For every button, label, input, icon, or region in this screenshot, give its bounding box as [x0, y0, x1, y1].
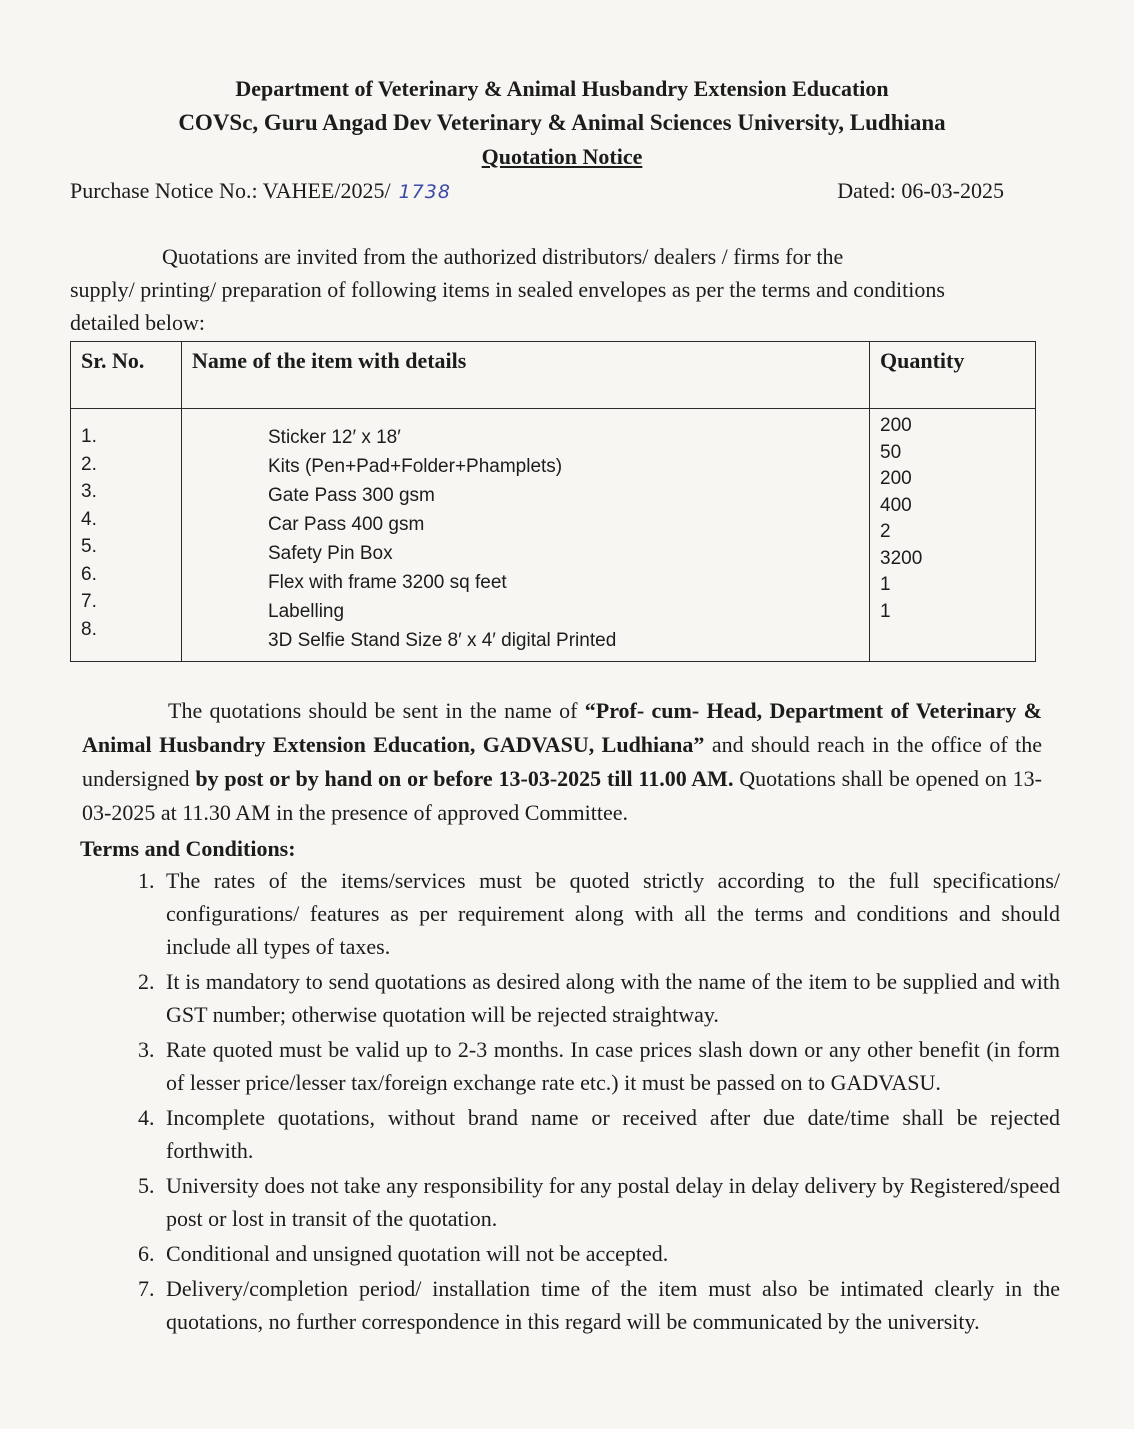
term-item: 1. The rates of the items/services must be quoted strictly according to the full specifications/ configurations/ features as per requirement along with all the terms and conditions and should include all types of taxes. — [160, 864, 1060, 963]
header-quantity: Quantity — [870, 342, 1036, 409]
intro-paragraph — [70, 240, 950, 339]
term-item: 2. It is mandatory to send quotations as desired along with the name of the item to be supplied and with GST number; otherwise quotation will be rejected straightway. — [160, 965, 1060, 1031]
quantity-2: 50 — [880, 441, 902, 463]
items-table — [70, 341, 1036, 662]
sr-no-3: 3. — [81, 481, 97, 502]
sr-no-4: 4. — [81, 508, 97, 530]
term-item: 7. Delivery/completion period/ installation time of the item must also be intimated clearly in the quotations, no further correspondence in this regard will be communicated by the university. — [160, 1272, 1060, 1338]
term-item: 5. University does not take any responsibility for any postal delay in delay delivery by Registered/speed post or lost in transit of the quotation. — [160, 1169, 1060, 1235]
submission-text-1: The quotations should be sent in the name of — [168, 698, 585, 723]
sr-no-6: 6. — [81, 563, 97, 585]
quantity-4: 400 — [880, 494, 912, 516]
term-item: 4. Incomplete quotations, without brand name or received after due date/time shall be rejected forthwith. — [160, 1101, 1060, 1167]
item-name-6: Flex with frame 3200 sq feet — [268, 572, 507, 593]
term-item: 6. Conditional and unsigned quotation will not be accepted. — [160, 1237, 1060, 1270]
submission-addressee: “Prof- cum- Head, Department of Veterinary & Animal Husbandry Extension Education, GADVASU, Ludhiana” — [82, 698, 1042, 757]
notice-number-line — [70, 178, 1054, 204]
purchase-notice-number — [70, 178, 451, 204]
university-name: COVSc, Guru Angad Dev Veterinary & Animal Sciences University, Ludhiana — [178, 110, 946, 135]
intro-first-line: Quotations are invited from the authorized distributors/ dealers / firms for the — [162, 244, 844, 269]
quantity-6: 3200 — [880, 547, 923, 569]
document-header — [70, 72, 1054, 174]
notice-title: Quotation Notice — [481, 144, 643, 169]
item-name-column — [182, 409, 870, 662]
item-name-7: Labelling — [268, 601, 345, 622]
quantity-5: 2 — [880, 521, 891, 542]
sr-no-2: 2. — [81, 453, 97, 475]
submission-text-3: Quotations shall be opened on 13-03-2025 at 11.30 AM in the presence of approved Committee. — [82, 766, 1042, 825]
terms-list — [70, 864, 1060, 1338]
item-name-2: Kits (Pen+Pad+Folder+Phamplets) — [268, 456, 563, 477]
quantity-column — [870, 409, 1036, 662]
submission-deadline: by post or by hand on or before 13-03-2025 till 11.00 AM. — [195, 766, 734, 791]
sr-no-8: 8. — [81, 618, 97, 640]
department-name: Department of Veterinary & Animal Husbandry Extension Education — [235, 76, 889, 101]
submission-text-2: and should reach in the office of the undersigned — [82, 732, 1042, 791]
purchase-notice-label: Purchase Notice No.: VAHEE/2025/ — [70, 178, 391, 203]
submission-paragraph — [82, 694, 1042, 830]
sr-no-7: 7. — [81, 591, 97, 612]
table-body-row — [71, 409, 1036, 662]
item-name-1: Sticker 12′ x 18′ — [268, 427, 401, 448]
item-name-3: Gate Pass 300 gsm — [268, 485, 435, 506]
handwritten-notice-number: 1738 — [398, 181, 451, 203]
quantity-8: 1 — [880, 600, 891, 622]
terms-title: Terms and Conditions: — [80, 836, 296, 861]
term-item: 3. Rate quoted must be valid up to 2-3 months. In case prices slash down or any other benefit (in form of lesser price/lesser tax/foreign exchange rate etc.) it must be passed on to GADVASU. — [160, 1033, 1060, 1099]
quantity-7: 1 — [880, 574, 891, 595]
item-name-8: 3D Selfie Stand Size 8′ x 4′ digital Printed — [268, 630, 617, 651]
header-item-name: Name of the item with details — [182, 342, 870, 409]
quantity-3: 200 — [880, 468, 912, 489]
table-header-row — [71, 342, 1036, 409]
notice-date: Dated: 06-03-2025 — [837, 178, 1004, 203]
sr-no-column — [71, 409, 182, 662]
item-name-5: Safety Pin Box — [268, 543, 393, 564]
item-name-4: Car Pass 400 gsm — [268, 514, 425, 535]
sr-no-1: 1. — [81, 426, 97, 447]
sr-no-5: 5. — [81, 536, 97, 557]
intro-rest: supply/ printing/ preparation of following items in sealed envelopes as per the terms and conditions detailed below: — [70, 277, 945, 335]
header-sr-no: Sr. No. — [71, 342, 182, 409]
quantity-1: 200 — [880, 415, 912, 436]
